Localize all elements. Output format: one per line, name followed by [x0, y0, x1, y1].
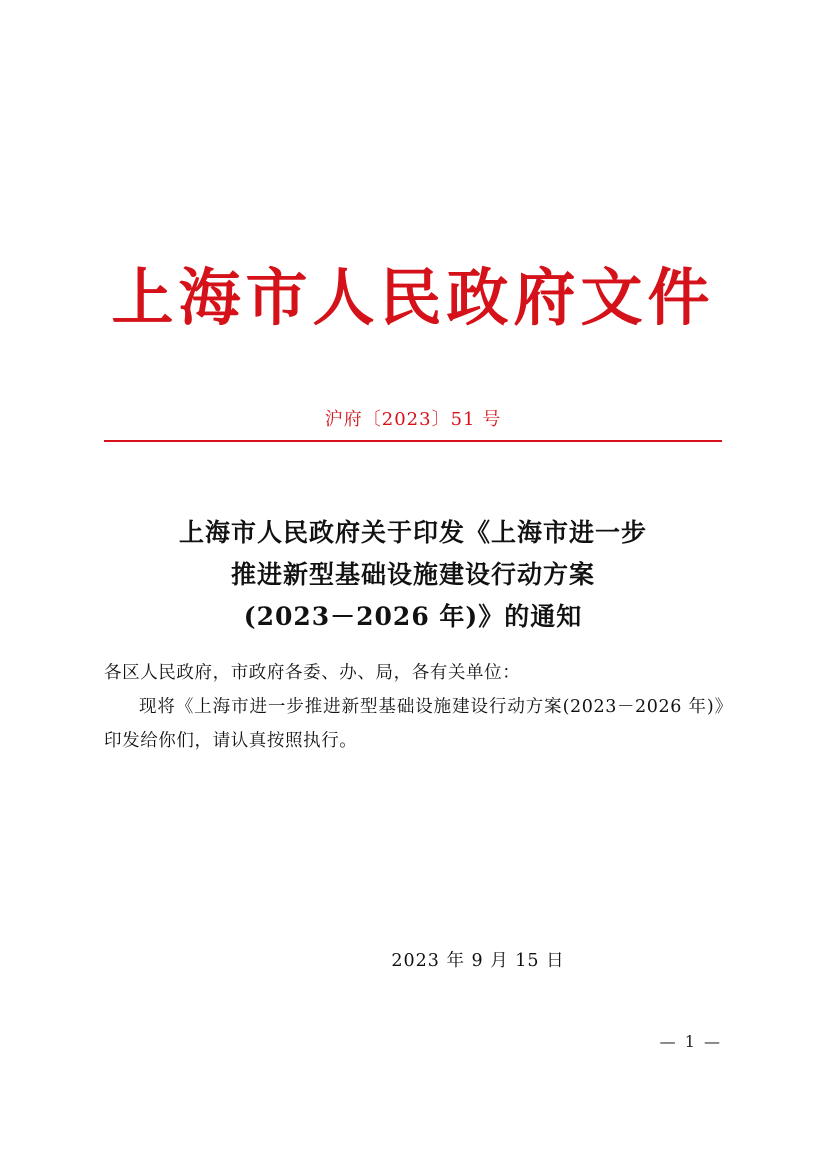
document-title-line-1: 上海市人民政府关于印发《上海市进一步	[178, 518, 647, 547]
document-title-line-2: 推进新型基础设施建设行动方案	[230, 560, 595, 589]
red-divider-rule	[104, 440, 722, 442]
body-paragraph: 现将《上海市进一步推进新型基础设施建设行动方案(2023－2026 年)》印发给你们，请认真按照执行。	[104, 697, 724, 751]
masthead-title: 上海市人民政府文件	[111, 261, 715, 334]
page-number: — 1 —	[659, 1032, 722, 1051]
document-number: 沪府〔2023〕51 号	[324, 409, 502, 430]
document-title	[104, 512, 722, 638]
salutation: 各区人民政府，市政府各委、办、局，各有关单位：	[104, 663, 521, 683]
document-date	[104, 947, 722, 972]
document-body	[104, 656, 724, 758]
masthead	[0, 262, 826, 333]
document-date-value: 2023 年 9 月 15 日	[391, 951, 565, 971]
document-title-line-3: (2023－2026 年)》的通知	[243, 602, 583, 631]
